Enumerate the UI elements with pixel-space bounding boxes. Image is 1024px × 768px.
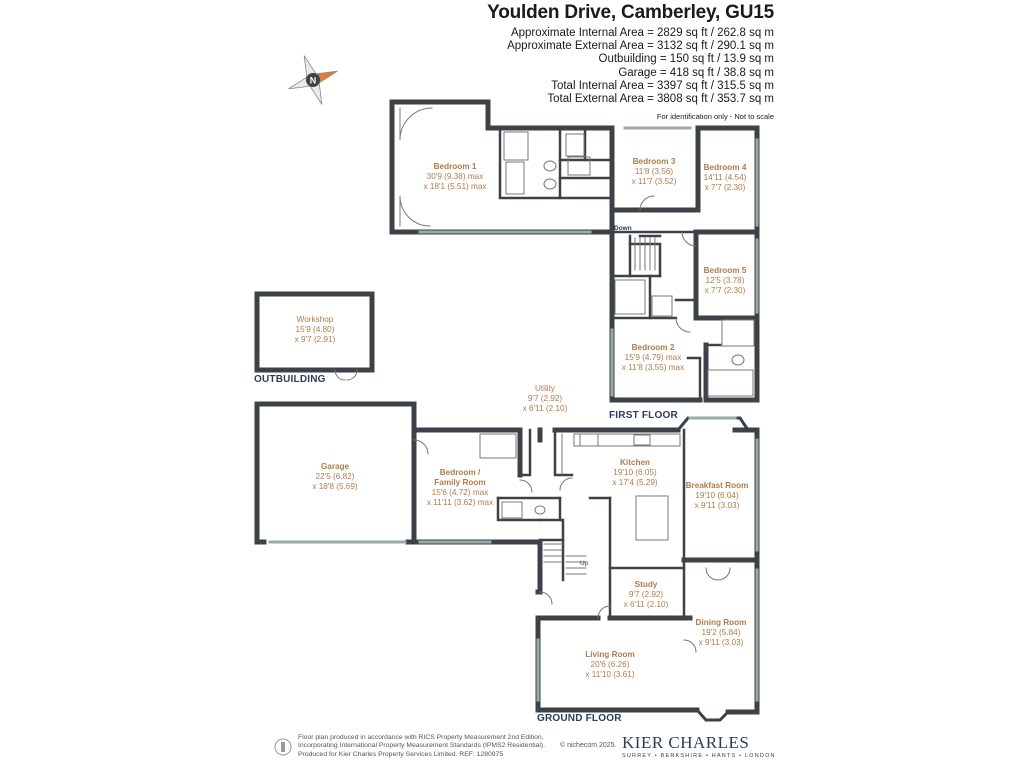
compass-north-letter: N	[309, 75, 317, 86]
room-dims: x 6'11 (2.10)	[522, 404, 568, 413]
property-title: Youlden Drive, Camberley, GU15	[487, 2, 774, 23]
ground-floor-label: GROUND FLOOR	[537, 713, 622, 724]
room-dims: 20'6 (6.26)	[590, 660, 630, 669]
area-line: Total External Area = 3808 sq ft / 353.7 sq m	[547, 93, 774, 106]
room-dims: x 17'4 (5.29)	[612, 478, 658, 487]
brand-name: KIER CHARLES	[622, 733, 750, 752]
room-dims: x 9'11 (3.03)	[694, 501, 740, 510]
outbuilding-label: OUTBUILDING	[254, 374, 326, 385]
ground-floor-fixtures	[480, 434, 680, 574]
room-name: Utility	[534, 384, 555, 393]
room-dims: 15'6 (4.72) max	[431, 488, 489, 497]
room-name: Living Room	[585, 650, 635, 659]
area-line: Outbuilding = 150 sq ft / 13.9 sq m	[598, 53, 774, 66]
room-name: Family Room	[434, 478, 486, 487]
area-line: Approximate Internal Area = 2829 sq ft / 262.8 sq m	[510, 27, 774, 39]
area-summary	[507, 27, 774, 106]
room-workshop	[265, 315, 365, 345]
first-floor-label: FIRST FLOOR	[609, 410, 678, 421]
footer-disclaimer	[298, 734, 545, 759]
room-kitchen	[600, 458, 670, 488]
room-name: Breakfast Room	[685, 481, 749, 490]
room-dims: x 18'8 (5.69)	[312, 482, 358, 491]
copyright: © nichecom 2025.	[560, 742, 617, 749]
room-dims: x 11'8 (3.55) max	[621, 363, 685, 372]
room-name: Dining Room	[695, 618, 747, 627]
area-line: Total Internal Area = 3397 sq ft / 315.5 sq m	[551, 79, 774, 92]
room-bedroom-2	[613, 343, 693, 373]
room-dims: x 11'11 (3.62) max	[426, 498, 494, 507]
stairs-up-label: Up	[580, 560, 589, 567]
rics-logo-icon	[274, 736, 292, 758]
room-breakfast	[678, 481, 756, 511]
room-dims: 9'7 (2.92)	[628, 590, 664, 599]
room-dims: 15'9 (4.79) max	[624, 353, 682, 362]
room-dims: x 6'11 (2.10)	[623, 600, 669, 609]
footer-line: Floor plan produced in accordance with RICS Property Measurement 2nd Edition,	[298, 734, 544, 741]
room-name: Workshop	[296, 315, 334, 324]
room-utility	[515, 384, 575, 414]
ground-floor-walls	[257, 404, 757, 712]
footer-line: Incorporating International Property Measurement Standards (IPMS2 Residential).	[298, 742, 546, 750]
room-dims: x 18'1 (5.51) max	[423, 182, 487, 191]
footer-line: Produced for Kier Charles Property Services Limited. REF: 1280975	[298, 750, 504, 758]
room-name: Bedroom 3	[632, 157, 676, 166]
room-dims: 9'7 (2.92)	[527, 394, 563, 403]
room-name: Bedroom 5	[703, 266, 747, 275]
room-study	[615, 580, 677, 610]
room-bedroom-1	[415, 162, 495, 192]
room-dims: 30'9 (9.38) max	[426, 172, 484, 181]
room-dims: x 7'7 (2.30)	[704, 183, 746, 192]
room-bedroom-5	[698, 266, 752, 296]
area-line: Approximate External Area = 3132 sq ft / 290.1 sq m	[507, 40, 774, 53]
room-name: Bedroom 1	[433, 162, 477, 171]
first-floor-walls	[392, 102, 757, 400]
room-dims: x 9'7 (2.91)	[294, 335, 336, 344]
room-name: Bedroom /	[439, 468, 481, 477]
room-dims: x 9'11 (3.03)	[698, 638, 744, 647]
room-dims: 19'10 (6.04)	[695, 491, 739, 500]
stairs-down-label: Down	[614, 225, 632, 232]
room-garage	[290, 462, 380, 492]
room-dims: 19'10 (6.05)	[613, 468, 657, 477]
ground-floor-bays	[678, 418, 748, 720]
area-line: Garage = 418 sq ft / 38.8 sq m	[618, 66, 774, 79]
room-bedroom-4	[698, 163, 752, 193]
room-dims: 11'8 (3.56)	[634, 167, 674, 176]
room-dims: x 7'7 (2.30)	[704, 286, 746, 295]
compass-icon	[287, 54, 339, 106]
room-dims: 19'2 (5.84)	[701, 628, 741, 637]
room-dims: 15'9 (4.80)	[295, 325, 335, 334]
room-dims: 12'5 (3.78)	[705, 276, 745, 285]
room-dims: 14'11 (4.54)	[703, 173, 747, 182]
room-name: Garage	[320, 462, 350, 471]
room-bedroom-3	[618, 157, 690, 187]
identification-note: For identification only - Not to scale	[656, 112, 774, 121]
room-name: Kitchen	[619, 458, 651, 467]
room-name: Bedroom 2	[631, 343, 675, 352]
room-living	[575, 650, 645, 680]
room-bedroom-family	[420, 468, 500, 508]
brand-logo	[622, 733, 776, 759]
brand-regions: SURREY • BERKSHIRE • HANTS • LONDON	[622, 753, 776, 759]
room-dims: x 11'7 (3.52)	[631, 177, 677, 186]
room-dims: x 11'10 (3.61)	[585, 670, 635, 679]
room-name: Study	[634, 580, 658, 589]
room-dims: 22'5 (6.82)	[315, 472, 355, 481]
room-name: Bedroom 4	[703, 163, 747, 172]
room-dining	[688, 618, 754, 648]
